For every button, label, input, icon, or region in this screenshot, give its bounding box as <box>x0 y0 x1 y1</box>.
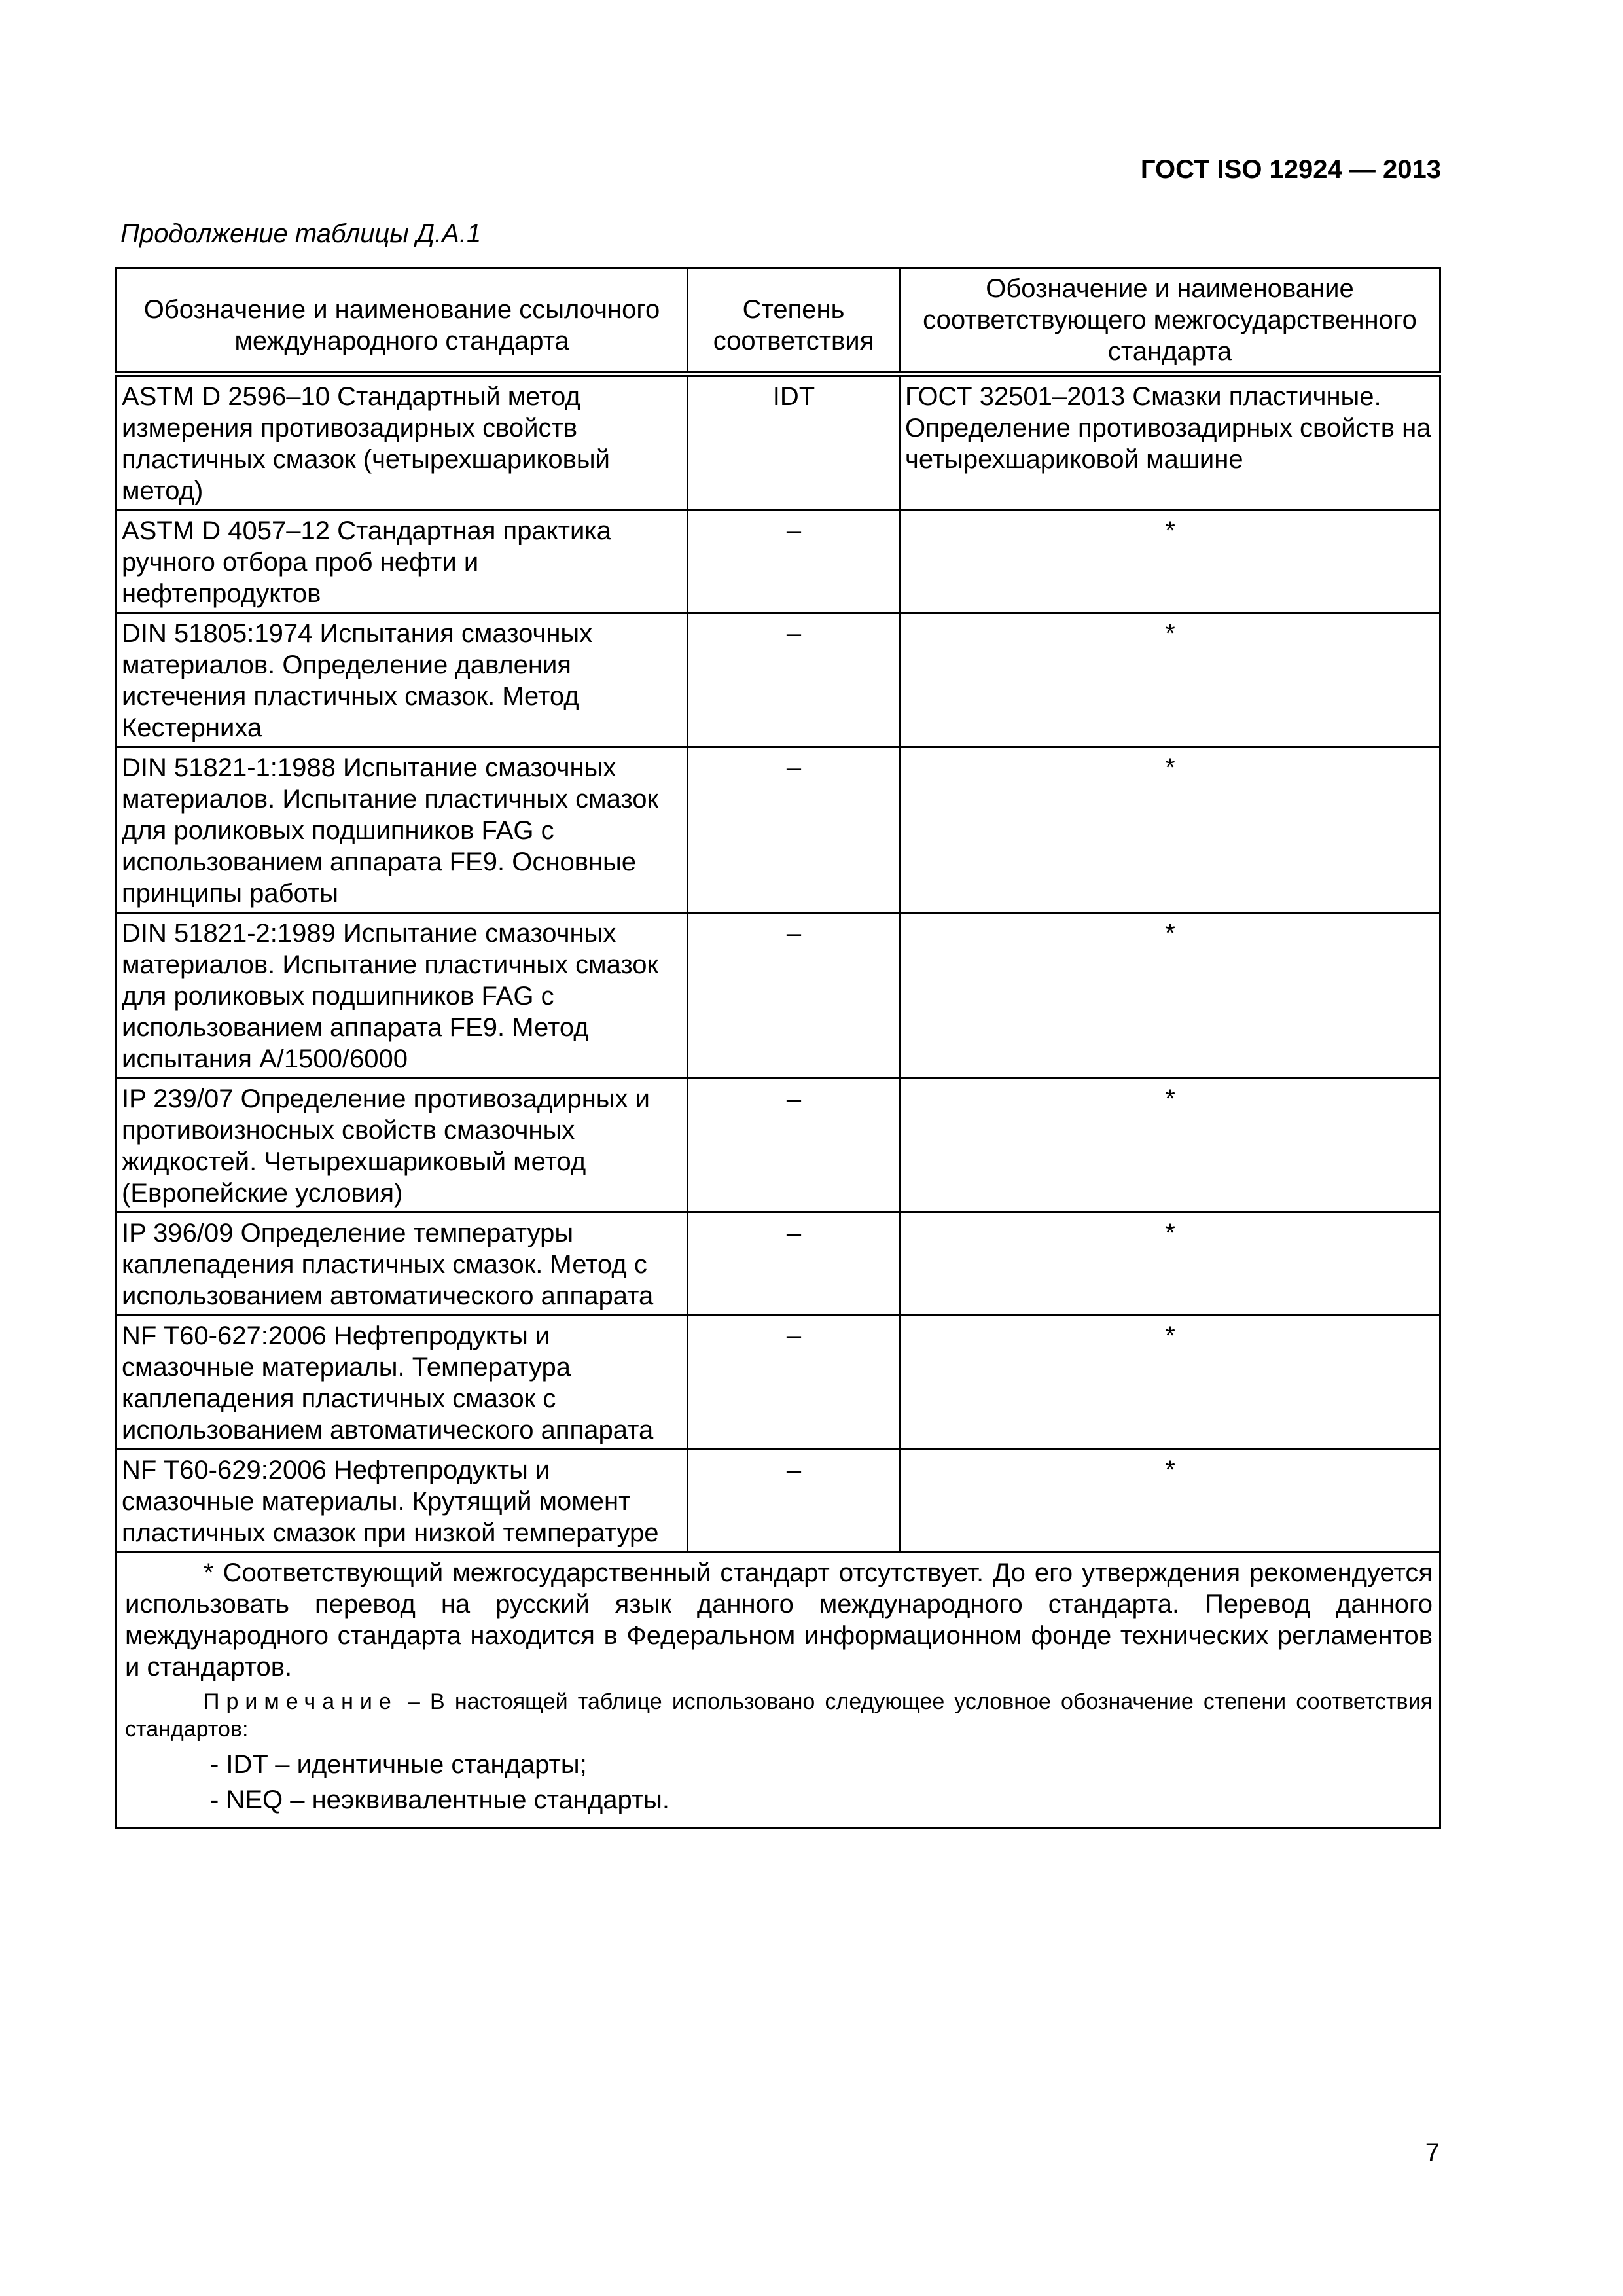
cell-degree: – <box>688 1316 900 1450</box>
table-row <box>116 511 1440 613</box>
table-row <box>116 1450 1440 1552</box>
column-header-degree: Степень соответствия <box>688 268 900 374</box>
cell-intl-standard: DIN 51821-1:1988 Испытание смазочных материалов. Испытание пластичных смазок для роликовых подшипников FAG с использованием аппарата FE9. Основные принципы работы <box>116 747 688 913</box>
cell-degree: IDT <box>688 374 900 511</box>
cell-intl-standard: NF T60-627:2006 Нефтепродукты и смазочные материалы. Температура каплепадения пластичных смазок с использованием автоматического аппарата <box>116 1316 688 1450</box>
cell-interstate-standard: * <box>900 613 1440 747</box>
cell-degree: – <box>688 511 900 613</box>
page-number: 7 <box>1425 2138 1440 2167</box>
cell-intl-standard: IP 396/09 Определение температуры каплепадения пластичных смазок. Метод с использованием автоматического аппарата <box>116 1213 688 1316</box>
table-row <box>116 1316 1440 1450</box>
table-row <box>116 747 1440 913</box>
column-header-interstate: Обозначение и наименование соответствующего межгосударственного стандарта <box>900 268 1440 374</box>
column-header-intl: Обозначение и наименование ссылочного международного стандарта <box>116 268 688 374</box>
cell-degree: – <box>688 913 900 1079</box>
cell-interstate-standard: * <box>900 747 1440 913</box>
cell-intl-standard: NF T60-629:2006 Нефтепродукты и смазочные материалы. Крутящий момент пластичных смазок при низкой температуре <box>116 1450 688 1552</box>
table-row <box>116 374 1440 511</box>
note-text: – В настоящей таблице использовано следующее условное обозначение степени соответствия стандартов: <box>125 1689 1433 1742</box>
document-code: ГОСТ ISO 12924 — 2013 <box>1140 155 1441 184</box>
cell-interstate-standard: * <box>900 1213 1440 1316</box>
table-footnote-row <box>116 1552 1440 1828</box>
table-header-row <box>116 268 1440 374</box>
cell-intl-standard: DIN 51821-2:1989 Испытание смазочных материалов. Испытание пластичных смазок для роликовых подшипников FAG с использованием аппарата FE9. Метод испытания А/1500/6000 <box>116 913 688 1079</box>
cell-interstate-standard: ГОСТ 32501–2013 Смазки пластичные. Определение противозадирных свойств на четырехшариковой машине <box>900 374 1440 511</box>
table-row <box>116 1213 1440 1316</box>
cell-interstate-standard: * <box>900 1316 1440 1450</box>
note-title: Примечание <box>204 1689 398 1714</box>
table-footnote <box>116 1552 1440 1828</box>
cell-intl-standard: DIN 51805:1974 Испытания смазочных материалов. Определение давления истечения пластичных смазок. Метод Кестерниха <box>116 613 688 747</box>
cell-degree: – <box>688 613 900 747</box>
cell-interstate-standard: * <box>900 511 1440 613</box>
note-item-idt: - IDT – идентичные стандарты; <box>210 1750 587 1779</box>
cell-degree: – <box>688 1079 900 1213</box>
note-item-neq: - NEQ – неэквивалентные стандарты. <box>210 1785 670 1814</box>
table-caption: Продолжение таблицы Д.А.1 <box>120 219 482 248</box>
standards-table <box>115 267 1441 1829</box>
cell-interstate-standard: * <box>900 1079 1440 1213</box>
table-row <box>116 913 1440 1079</box>
footnote-text: * Соответствующий межгосударственный стандарт отсутствует. До его утверждения рекомендуется использовать перевод на русский язык данного международного стандарта. Перевод данного международного стандарта находится в Федеральном информационном фонде технических регламентов и стандартов. <box>125 1558 1433 1681</box>
cell-intl-standard: ASTM D 2596–10 Стандартный метод измерения противозадирных свойств пластичных смазок (четырехшариковый метод) <box>116 374 688 511</box>
cell-interstate-standard: * <box>900 1450 1440 1552</box>
cell-degree: – <box>688 747 900 913</box>
cell-intl-standard: ASTM D 4057–12 Стандартная практика ручного отбора проб нефти и нефтепродуктов <box>116 511 688 613</box>
cell-degree: – <box>688 1450 900 1552</box>
table-row <box>116 613 1440 747</box>
cell-intl-standard: IP 239/07 Определение противозадирных и противоизносных свойств смазочных жидкостей. Четырехшариковый метод (Европейские условия) <box>116 1079 688 1213</box>
table-row <box>116 1079 1440 1213</box>
cell-interstate-standard: * <box>900 913 1440 1079</box>
cell-degree: – <box>688 1213 900 1316</box>
note <box>125 1688 1433 1743</box>
